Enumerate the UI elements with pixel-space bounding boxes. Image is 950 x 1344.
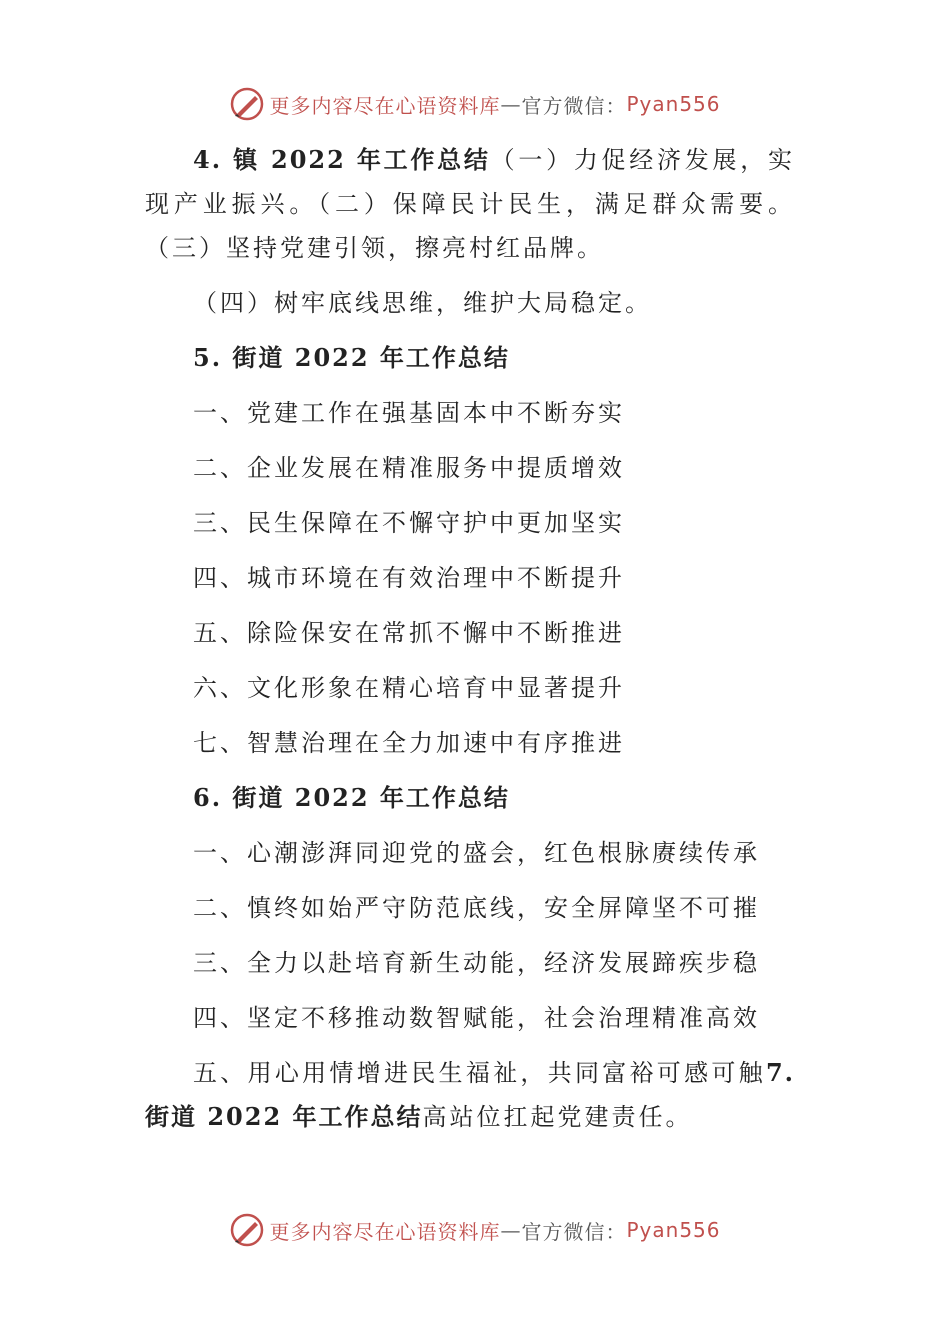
list-item-text: 五、除险保安在常抓不懈中不断推进: [193, 619, 625, 647]
heading-text: 6. 街道 2022 年工作总结: [193, 783, 510, 812]
pen-logo-icon: [229, 1212, 265, 1248]
paragraph-text: （一）力促经济发展，实现产业振兴。（二）保障民计民生，满足群众需要。（三）坚持党建引领，擦亮村红品牌。: [145, 146, 796, 262]
paragraph-text: （四）树牢底线思维，维护大局稳定。: [193, 289, 652, 317]
list-item: [145, 391, 795, 435]
paragraph-text: 高站位扛起党建责任。: [422, 1103, 693, 1131]
list-item: [145, 941, 795, 985]
header-banner: [0, 84, 950, 124]
footer-banner: [0, 1210, 950, 1250]
paragraph: [145, 138, 795, 270]
list-item: [145, 886, 795, 930]
list-item-text: 五、用心用情增进民生福祉，共同富裕可感可触: [193, 1059, 766, 1087]
list-item-text: 六、文化形象在精心培育中显著提升: [193, 674, 625, 702]
list-item: [145, 446, 795, 490]
banner-wechat-label: 官方微信：: [521, 93, 627, 118]
document-body: [145, 138, 795, 1150]
banner-wechat-label: 官方微信：: [521, 1219, 627, 1244]
list-item-text: 二、企业发展在精准服务中提质增效: [193, 454, 625, 482]
banner-wechat-id: Pyan556: [626, 1218, 721, 1242]
banner-wechat-id: Pyan556: [626, 92, 721, 116]
list-item-text: 一、心潮澎湃同迎党的盛会，红色根脉赓续传承: [193, 839, 760, 867]
section-heading: [145, 336, 795, 380]
banner-main-text: 更多内容尽在心语资料库: [269, 93, 501, 118]
list-item-text: 一、党建工作在强基固本中不断夯实: [193, 399, 625, 427]
list-item-text: 三、全力以赴培育新生动能，经济发展蹄疾步稳: [193, 949, 760, 977]
paragraph: [145, 281, 795, 325]
list-item-text: 二、慎终如始严守防范底线，安全屏障坚不可摧: [193, 894, 760, 922]
list-item: [145, 831, 795, 875]
banner-main-text: 更多内容尽在心语资料库: [269, 1219, 501, 1244]
pen-logo-icon: [229, 86, 265, 122]
heading-text: 5. 街道 2022 年工作总结: [193, 343, 510, 372]
heading-inline: 7. 街道 2022 年工作总结: [145, 1058, 795, 1131]
list-item: [145, 1051, 795, 1139]
banner-dash: —: [500, 92, 522, 116]
list-item: [145, 666, 795, 710]
section-heading: [145, 776, 795, 820]
list-item: [145, 611, 795, 655]
list-item-text: 四、坚定不移推动数智赋能，社会治理精准高效: [193, 1004, 760, 1032]
list-item: [145, 501, 795, 545]
heading-inline: 4. 镇 2022 年工作总结: [193, 145, 491, 174]
list-item: [145, 721, 795, 765]
list-item: [145, 996, 795, 1040]
list-item-text: 四、城市环境在有效治理中不断提升: [193, 564, 625, 592]
banner-dash: —: [500, 1218, 522, 1242]
list-item-text: 三、民生保障在不懈守护中更加坚实: [193, 509, 625, 537]
list-item: [145, 556, 795, 600]
list-item-text: 七、智慧治理在全力加速中有序推进: [193, 729, 625, 757]
